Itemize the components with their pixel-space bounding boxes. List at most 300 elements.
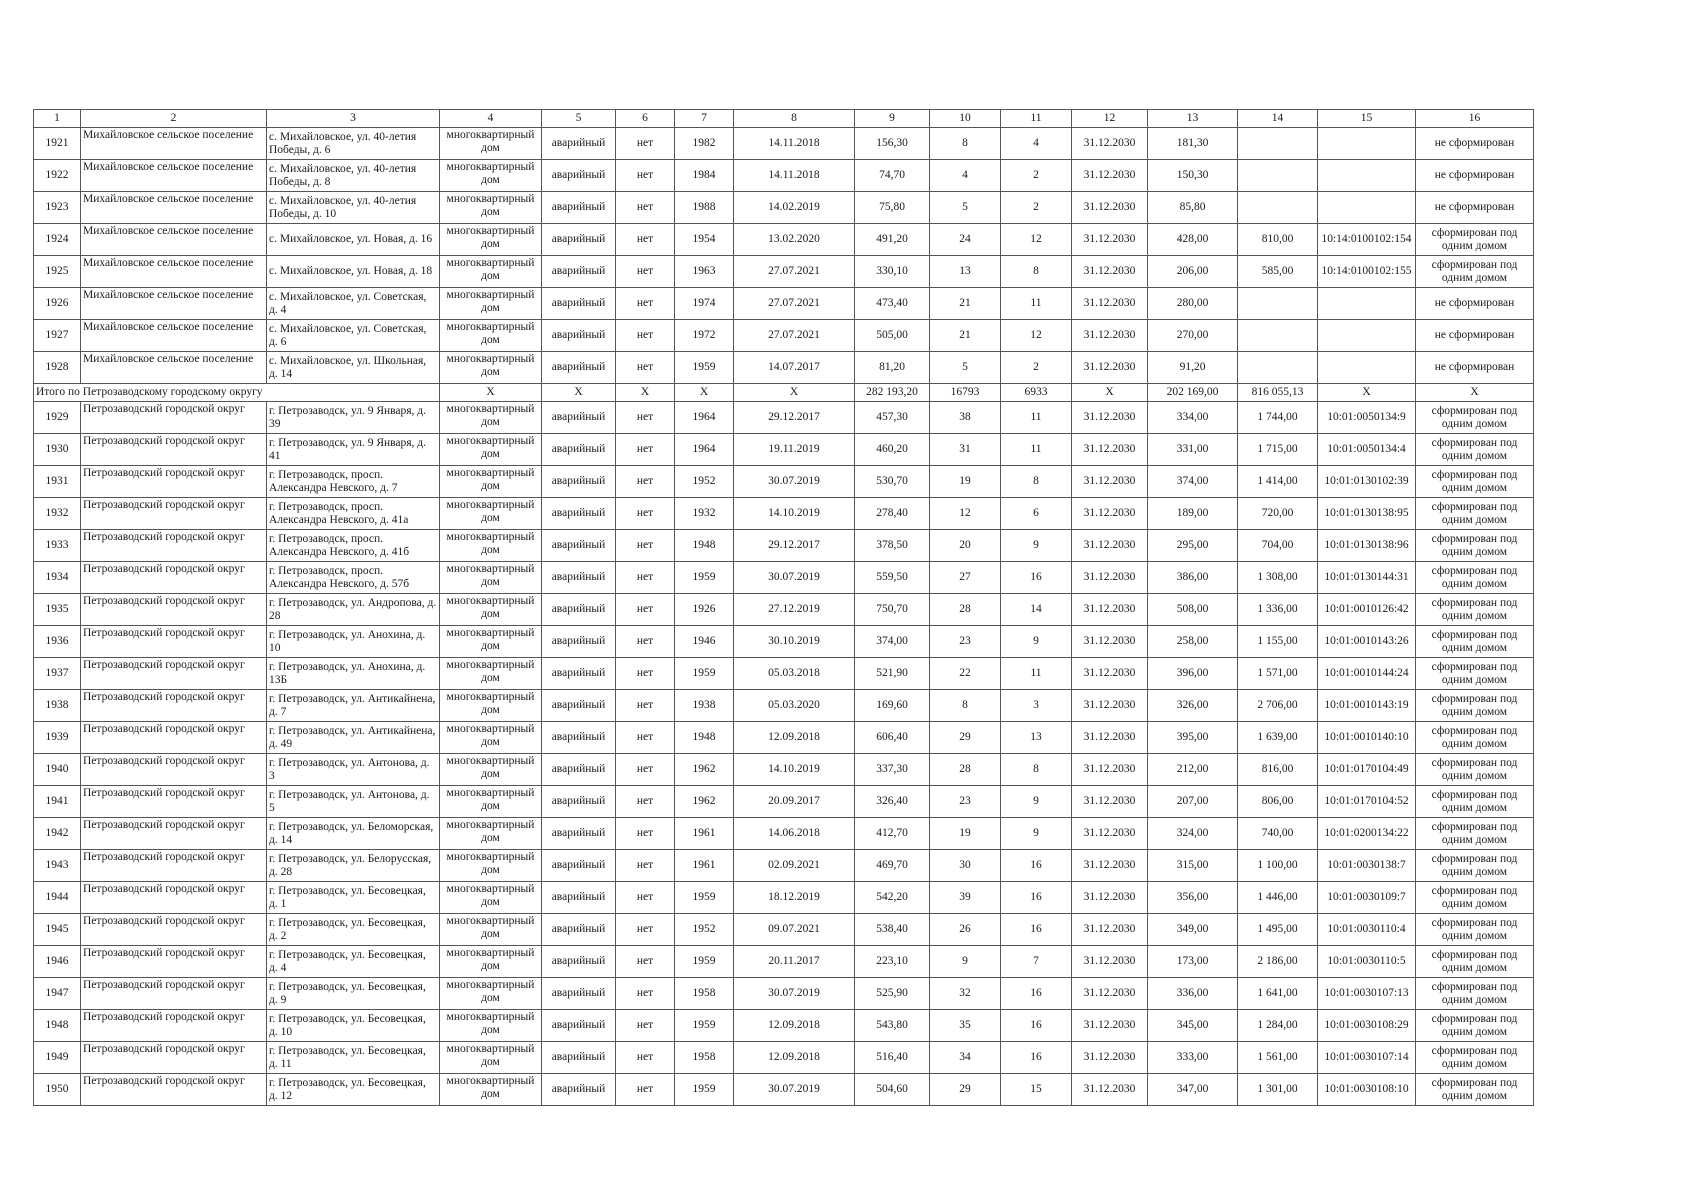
row-number-cell: 1929 [34, 402, 81, 434]
cadastral-number-cell: 10:01:0030108:29 [1318, 1010, 1416, 1042]
address-cell: с. Михайловское, ул. Новая, д. 18 [267, 256, 440, 288]
cadastral-number-cell: 10:01:0130138:95 [1318, 498, 1416, 530]
area-cell: 74,70 [855, 160, 930, 192]
land-area-cell [1238, 128, 1318, 160]
column-number-header: 8 [734, 110, 855, 128]
row-number-cell: 1937 [34, 658, 81, 690]
area2-cell: 280,00 [1148, 288, 1238, 320]
total-cell: Х [1318, 384, 1416, 402]
land-status-cell: сформирован под одним домом [1416, 818, 1534, 850]
deadline-cell: 31.12.2030 [1072, 754, 1148, 786]
land-status-cell: сформирован под одним домом [1416, 1010, 1534, 1042]
address-cell: г. Петрозаводск, ул. 9 Января, д. 39 [267, 402, 440, 434]
total-row [34, 384, 1534, 402]
building-type-cell: многоквартирный дом [440, 914, 542, 946]
address-cell: г. Петрозаводск, ул. Анохина, д. 13Б [267, 658, 440, 690]
date-cell: 14.07.2017 [734, 352, 855, 384]
date-cell: 27.12.2019 [734, 594, 855, 626]
land-area-cell [1238, 352, 1318, 384]
land-status-cell: сформирован под одним домом [1416, 594, 1534, 626]
units-cell: 13 [1001, 722, 1072, 754]
year-cell: 1938 [675, 690, 734, 722]
cadastral-number-cell: 10:01:0050134:4 [1318, 434, 1416, 466]
deadline-cell: 31.12.2030 [1072, 352, 1148, 384]
land-status-cell: сформирован под одним домом [1416, 256, 1534, 288]
column-number-header: 7 [675, 110, 734, 128]
units-cell: 6 [1001, 498, 1072, 530]
column-number-header: 9 [855, 110, 930, 128]
status-cell: нет [616, 754, 675, 786]
units-cell: 16 [1001, 1010, 1072, 1042]
condition-cell: аварийный [542, 1010, 616, 1042]
year-cell: 1954 [675, 224, 734, 256]
land-area-cell: 806,00 [1238, 786, 1318, 818]
building-type-cell: многоквартирный дом [440, 434, 542, 466]
land-status-cell: не сформирован [1416, 160, 1534, 192]
condition-cell: аварийный [542, 466, 616, 498]
area2-cell: 347,00 [1148, 1074, 1238, 1106]
deadline-cell: 31.12.2030 [1072, 1010, 1148, 1042]
status-cell: нет [616, 1042, 675, 1074]
status-cell: нет [616, 690, 675, 722]
address-cell: с. Михайловское, ул. Школьная, д. 14 [267, 352, 440, 384]
date-cell: 09.07.2021 [734, 914, 855, 946]
area-cell: 530,70 [855, 466, 930, 498]
year-cell: 1988 [675, 192, 734, 224]
area-cell: 559,50 [855, 562, 930, 594]
year-cell: 1961 [675, 850, 734, 882]
building-type-cell: многоквартирный дом [440, 786, 542, 818]
units-cell: 8 [1001, 256, 1072, 288]
land-status-cell: не сформирован [1416, 288, 1534, 320]
area-cell: 223,10 [855, 946, 930, 978]
residents-cell: 35 [930, 1010, 1001, 1042]
area2-cell: 91,20 [1148, 352, 1238, 384]
status-cell: нет [616, 402, 675, 434]
cadastral-number-cell [1318, 192, 1416, 224]
cadastral-number-cell: 10:01:0170104:52 [1318, 786, 1416, 818]
municipality-cell: Петрозаводский городской округ [81, 850, 267, 882]
condition-cell: аварийный [542, 594, 616, 626]
area-cell: 542,20 [855, 882, 930, 914]
total-cell: 816 055,13 [1238, 384, 1318, 402]
area2-cell: 207,00 [1148, 786, 1238, 818]
status-cell: нет [616, 1010, 675, 1042]
column-number-header: 16 [1416, 110, 1534, 128]
status-cell: нет [616, 128, 675, 160]
area2-cell: 150,30 [1148, 160, 1238, 192]
row-number-cell: 1947 [34, 978, 81, 1010]
row-number-cell: 1948 [34, 1010, 81, 1042]
row-number-cell: 1938 [34, 690, 81, 722]
area-cell: 156,30 [855, 128, 930, 160]
date-cell: 30.07.2019 [734, 562, 855, 594]
land-status-cell: сформирован под одним домом [1416, 722, 1534, 754]
cadastral-number-cell: 10:01:0200134:22 [1318, 818, 1416, 850]
year-cell: 1974 [675, 288, 734, 320]
year-cell: 1963 [675, 256, 734, 288]
area-cell: 606,40 [855, 722, 930, 754]
cadastral-number-cell [1318, 160, 1416, 192]
row-number-cell: 1934 [34, 562, 81, 594]
area2-cell: 326,00 [1148, 690, 1238, 722]
date-cell: 02.09.2021 [734, 850, 855, 882]
municipality-cell: Михайловское сельское поселение [81, 288, 267, 320]
land-area-cell: 1 641,00 [1238, 978, 1318, 1010]
status-cell: нет [616, 722, 675, 754]
residents-cell: 28 [930, 754, 1001, 786]
units-cell: 12 [1001, 320, 1072, 352]
date-cell: 29.12.2017 [734, 530, 855, 562]
municipality-cell: Петрозаводский городской округ [81, 626, 267, 658]
status-cell: нет [616, 914, 675, 946]
area-cell: 525,90 [855, 978, 930, 1010]
date-cell: 30.07.2019 [734, 1074, 855, 1106]
building-type-cell: многоквартирный дом [440, 754, 542, 786]
residents-cell: 8 [930, 690, 1001, 722]
units-cell: 15 [1001, 1074, 1072, 1106]
table-row [34, 562, 1534, 594]
date-cell: 29.12.2017 [734, 402, 855, 434]
area-cell: 538,40 [855, 914, 930, 946]
deadline-cell: 31.12.2030 [1072, 562, 1148, 594]
column-number-header: 15 [1318, 110, 1416, 128]
address-cell: г. Петрозаводск, ул. Антикайнена, д. 7 [267, 690, 440, 722]
table-row [34, 722, 1534, 754]
municipality-cell: Петрозаводский городской округ [81, 658, 267, 690]
municipality-cell: Петрозаводский городской округ [81, 978, 267, 1010]
date-cell: 12.09.2018 [734, 1042, 855, 1074]
table-row [34, 882, 1534, 914]
date-cell: 30.07.2019 [734, 978, 855, 1010]
year-cell: 1926 [675, 594, 734, 626]
deadline-cell: 31.12.2030 [1072, 914, 1148, 946]
building-type-cell: многоквартирный дом [440, 256, 542, 288]
column-number-header: 4 [440, 110, 542, 128]
land-area-cell: 1 336,00 [1238, 594, 1318, 626]
building-type-cell: многоквартирный дом [440, 722, 542, 754]
table-row [34, 530, 1534, 562]
address-cell: г. Петрозаводск, ул. Андропова, д. 28 [267, 594, 440, 626]
address-cell: г. Петрозаводск, ул. Беломорская, д. 14 [267, 818, 440, 850]
address-cell: с. Михайловское, ул. 40-летия Победы, д. 8 [267, 160, 440, 192]
column-number-header: 3 [267, 110, 440, 128]
units-cell: 11 [1001, 402, 1072, 434]
deadline-cell: 31.12.2030 [1072, 658, 1148, 690]
table-row [34, 946, 1534, 978]
year-cell: 1959 [675, 352, 734, 384]
table-row [34, 1042, 1534, 1074]
units-cell: 16 [1001, 914, 1072, 946]
building-type-cell: многоквартирный дом [440, 594, 542, 626]
area-cell: 412,70 [855, 818, 930, 850]
area-cell: 378,50 [855, 530, 930, 562]
year-cell: 1961 [675, 818, 734, 850]
area2-cell: 336,00 [1148, 978, 1238, 1010]
building-type-cell: многоквартирный дом [440, 160, 542, 192]
year-cell: 1948 [675, 530, 734, 562]
land-status-cell: сформирован под одним домом [1416, 434, 1534, 466]
residents-cell: 4 [930, 160, 1001, 192]
date-cell: 05.03.2020 [734, 690, 855, 722]
area-cell: 330,10 [855, 256, 930, 288]
condition-cell: аварийный [542, 434, 616, 466]
table-row [34, 594, 1534, 626]
land-area-cell: 2 186,00 [1238, 946, 1318, 978]
area2-cell: 396,00 [1148, 658, 1238, 690]
row-number-cell: 1939 [34, 722, 81, 754]
area-cell: 460,20 [855, 434, 930, 466]
municipality-cell: Михайловское сельское поселение [81, 128, 267, 160]
year-cell: 1952 [675, 914, 734, 946]
cadastral-number-cell: 10:01:0030108:10 [1318, 1074, 1416, 1106]
condition-cell: аварийный [542, 256, 616, 288]
cadastral-number-cell: 10:01:0030138:7 [1318, 850, 1416, 882]
area-cell: 337,30 [855, 754, 930, 786]
cadastral-number-cell: 10:01:0010144:24 [1318, 658, 1416, 690]
condition-cell: аварийный [542, 690, 616, 722]
address-cell: г. Петрозаводск, ул. Бесовецкая, д. 10 [267, 1010, 440, 1042]
units-cell: 11 [1001, 658, 1072, 690]
table-row [34, 128, 1534, 160]
year-cell: 1982 [675, 128, 734, 160]
land-status-cell: сформирован под одним домом [1416, 946, 1534, 978]
address-cell: г. Петрозаводск, ул. Белорусская, д. 28 [267, 850, 440, 882]
status-cell: нет [616, 818, 675, 850]
deadline-cell: 31.12.2030 [1072, 850, 1148, 882]
land-area-cell: 1 284,00 [1238, 1010, 1318, 1042]
area2-cell: 331,00 [1148, 434, 1238, 466]
area-cell: 278,40 [855, 498, 930, 530]
cadastral-number-cell [1318, 320, 1416, 352]
condition-cell: аварийный [542, 1042, 616, 1074]
year-cell: 1948 [675, 722, 734, 754]
row-number-cell: 1933 [34, 530, 81, 562]
residents-cell: 24 [930, 224, 1001, 256]
row-number-cell: 1926 [34, 288, 81, 320]
condition-cell: аварийный [542, 658, 616, 690]
units-cell: 9 [1001, 530, 1072, 562]
area2-cell: 173,00 [1148, 946, 1238, 978]
row-number-cell: 1946 [34, 946, 81, 978]
total-cell: 282 193,20 [855, 384, 930, 402]
address-cell: г. Петрозаводск, ул. 9 Января, д. 41 [267, 434, 440, 466]
status-cell: нет [616, 352, 675, 384]
land-area-cell: 1 308,00 [1238, 562, 1318, 594]
land-status-cell: сформирован под одним домом [1416, 882, 1534, 914]
municipality-cell: Петрозаводский городской округ [81, 754, 267, 786]
land-area-cell: 1 561,00 [1238, 1042, 1318, 1074]
building-type-cell: многоквартирный дом [440, 850, 542, 882]
table-row [34, 256, 1534, 288]
units-cell: 11 [1001, 288, 1072, 320]
residents-cell: 23 [930, 786, 1001, 818]
units-cell: 16 [1001, 882, 1072, 914]
deadline-cell: 31.12.2030 [1072, 466, 1148, 498]
year-cell: 1959 [675, 882, 734, 914]
date-cell: 20.09.2017 [734, 786, 855, 818]
residents-cell: 23 [930, 626, 1001, 658]
building-type-cell: многоквартирный дом [440, 288, 542, 320]
date-cell: 05.03.2018 [734, 658, 855, 690]
residents-cell: 22 [930, 658, 1001, 690]
area2-cell: 315,00 [1148, 850, 1238, 882]
condition-cell: аварийный [542, 224, 616, 256]
address-cell: с. Михайловское, ул. Советская, д. 4 [267, 288, 440, 320]
units-cell: 11 [1001, 434, 1072, 466]
area2-cell: 508,00 [1148, 594, 1238, 626]
status-cell: нет [616, 786, 675, 818]
land-area-cell: 740,00 [1238, 818, 1318, 850]
year-cell: 1959 [675, 1074, 734, 1106]
cadastral-number-cell: 10:01:0030110:5 [1318, 946, 1416, 978]
date-cell: 18.12.2019 [734, 882, 855, 914]
residents-cell: 9 [930, 946, 1001, 978]
municipality-cell: Петрозаводский городской округ [81, 1010, 267, 1042]
building-type-cell: многоквартирный дом [440, 320, 542, 352]
building-type-cell: многоквартирный дом [440, 818, 542, 850]
deadline-cell: 31.12.2030 [1072, 530, 1148, 562]
column-number-header: 5 [542, 110, 616, 128]
date-cell: 14.06.2018 [734, 818, 855, 850]
date-cell: 12.09.2018 [734, 1010, 855, 1042]
year-cell: 1964 [675, 402, 734, 434]
deadline-cell: 31.12.2030 [1072, 690, 1148, 722]
cadastral-number-cell [1318, 288, 1416, 320]
building-type-cell: многоквартирный дом [440, 882, 542, 914]
row-number-cell: 1925 [34, 256, 81, 288]
table-row [34, 978, 1534, 1010]
address-cell: г. Петрозаводск, ул. Антикайнена, д. 49 [267, 722, 440, 754]
condition-cell: аварийный [542, 498, 616, 530]
residents-cell: 8 [930, 128, 1001, 160]
total-label: Итого по Петрозаводскому городскому округу [34, 384, 440, 402]
status-cell: нет [616, 594, 675, 626]
column-number-header-row [34, 110, 1534, 128]
table-row [34, 658, 1534, 690]
municipality-cell: Петрозаводский городской округ [81, 914, 267, 946]
building-type-cell: многоквартирный дом [440, 1010, 542, 1042]
deadline-cell: 31.12.2030 [1072, 1042, 1148, 1074]
units-cell: 7 [1001, 946, 1072, 978]
address-cell: г. Петрозаводск, ул. Антонова, д. 5 [267, 786, 440, 818]
building-type-cell: многоквартирный дом [440, 530, 542, 562]
address-cell: г. Петрозаводск, ул. Бесовецкая, д. 9 [267, 978, 440, 1010]
area2-cell: 374,00 [1148, 466, 1238, 498]
column-number-header: 14 [1238, 110, 1318, 128]
housing-registry-table [33, 109, 1534, 1106]
date-cell: 30.07.2019 [734, 466, 855, 498]
column-number-header: 10 [930, 110, 1001, 128]
row-number-cell: 1923 [34, 192, 81, 224]
condition-cell: аварийный [542, 914, 616, 946]
column-number-header: 13 [1148, 110, 1238, 128]
land-status-cell: сформирован под одним домом [1416, 914, 1534, 946]
year-cell: 1959 [675, 658, 734, 690]
land-area-cell [1238, 192, 1318, 224]
units-cell: 3 [1001, 690, 1072, 722]
units-cell: 14 [1001, 594, 1072, 626]
area-cell: 504,60 [855, 1074, 930, 1106]
date-cell: 14.10.2019 [734, 498, 855, 530]
status-cell: нет [616, 320, 675, 352]
units-cell: 9 [1001, 818, 1072, 850]
date-cell: 27.07.2021 [734, 320, 855, 352]
area-cell: 750,70 [855, 594, 930, 626]
area-cell: 521,90 [855, 658, 930, 690]
municipality-cell: Петрозаводский городской округ [81, 562, 267, 594]
table-row [34, 224, 1534, 256]
deadline-cell: 31.12.2030 [1072, 594, 1148, 626]
table-row [34, 192, 1534, 224]
deadline-cell: 31.12.2030 [1072, 722, 1148, 754]
row-number-cell: 1922 [34, 160, 81, 192]
area2-cell: 428,00 [1148, 224, 1238, 256]
land-area-cell: 1 495,00 [1238, 914, 1318, 946]
area2-cell: 333,00 [1148, 1042, 1238, 1074]
condition-cell: аварийный [542, 192, 616, 224]
area2-cell: 345,00 [1148, 1010, 1238, 1042]
residents-cell: 30 [930, 850, 1001, 882]
condition-cell: аварийный [542, 818, 616, 850]
total-cell: 16793 [930, 384, 1001, 402]
table-body [34, 110, 1534, 1106]
condition-cell: аварийный [542, 128, 616, 160]
status-cell: нет [616, 224, 675, 256]
date-cell: 14.10.2019 [734, 754, 855, 786]
land-status-cell: не сформирован [1416, 352, 1534, 384]
residents-cell: 31 [930, 434, 1001, 466]
year-cell: 1984 [675, 160, 734, 192]
land-status-cell: сформирован под одним домом [1416, 466, 1534, 498]
deadline-cell: 31.12.2030 [1072, 288, 1148, 320]
condition-cell: аварийный [542, 160, 616, 192]
deadline-cell: 31.12.2030 [1072, 128, 1148, 160]
total-cell: 202 169,00 [1148, 384, 1238, 402]
status-cell: нет [616, 626, 675, 658]
row-number-cell: 1944 [34, 882, 81, 914]
land-status-cell: сформирован под одним домом [1416, 562, 1534, 594]
status-cell: нет [616, 658, 675, 690]
deadline-cell: 31.12.2030 [1072, 256, 1148, 288]
table-row [34, 352, 1534, 384]
land-status-cell: сформирован под одним домом [1416, 1074, 1534, 1106]
address-cell: г. Петрозаводск, просп. Александра Невского, д. 41б [267, 530, 440, 562]
land-status-cell: не сформирован [1416, 320, 1534, 352]
residents-cell: 34 [930, 1042, 1001, 1074]
municipality-cell: Петрозаводский городской округ [81, 498, 267, 530]
land-status-cell: сформирован под одним домом [1416, 498, 1534, 530]
municipality-cell: Петрозаводский городской округ [81, 818, 267, 850]
status-cell: нет [616, 882, 675, 914]
deadline-cell: 31.12.2030 [1072, 946, 1148, 978]
row-number-cell: 1950 [34, 1074, 81, 1106]
municipality-cell: Михайловское сельское поселение [81, 224, 267, 256]
area-cell: 516,40 [855, 1042, 930, 1074]
land-area-cell: 1 100,00 [1238, 850, 1318, 882]
table-row [34, 626, 1534, 658]
units-cell: 12 [1001, 224, 1072, 256]
units-cell: 2 [1001, 192, 1072, 224]
units-cell: 16 [1001, 978, 1072, 1010]
residents-cell: 5 [930, 352, 1001, 384]
deadline-cell: 31.12.2030 [1072, 978, 1148, 1010]
year-cell: 1962 [675, 754, 734, 786]
residents-cell: 39 [930, 882, 1001, 914]
column-number-header: 1 [34, 110, 81, 128]
units-cell: 8 [1001, 754, 1072, 786]
residents-cell: 12 [930, 498, 1001, 530]
